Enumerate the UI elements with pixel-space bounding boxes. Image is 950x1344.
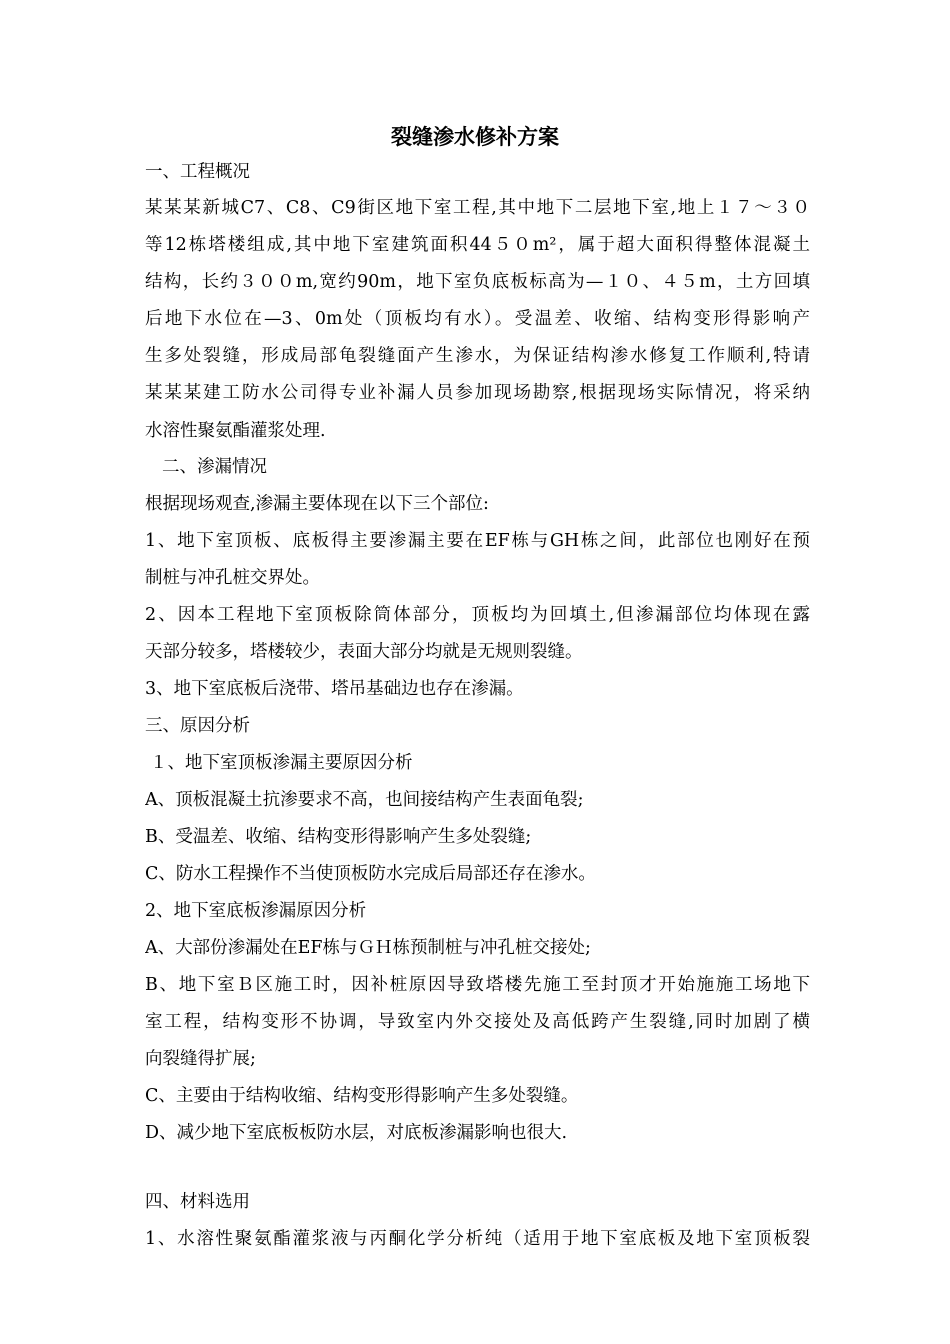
paragraph-line: 某某某建工防水公司得专业补漏人员参加现场勘察,根据现场实际情况，将采纳 [145,383,810,403]
section-heading-overview: 一、工程概况 [145,162,250,182]
paragraph-line: 后地下水位在—3、0m处（顶板均有水）。受温差、收缩、结构变形得影响产 [145,309,810,329]
paragraph-line: 2、因本工程地下室顶板除筒体部分，顶板均为回填土,但渗漏部位均体现在露 [145,605,810,625]
paragraph-line: A、大部份渗漏处在EF栋与ＧＨ栋预制桩与冲孔桩交接处; [145,938,591,958]
paragraph-line: 3、地下室底板后浇带、塔吊基础边也存在渗漏。 [145,679,524,699]
paragraph-line: C、主要由于结构收缩、结构变形得影响产生多处裂缝。 [145,1086,579,1106]
section-heading-leakage: 二、渗漏情况 [162,457,267,477]
paragraph-line: 1、水溶性聚氨酯灌浆液与丙酮化学分析纯（适用于地下室底板及地下室顶板裂 [145,1229,810,1249]
paragraph-line: D、减少地下室底板板防水层，对底板渗漏影响也很大. [145,1123,568,1143]
document-title: 裂缝渗水修补方案 [391,125,559,149]
paragraph-line: 1、地下室顶板、底板得主要渗漏主要在EF栋与GH栋之间，此部位也刚好在预 [145,531,810,551]
paragraph-line: 某某某新城C7、C8、C9街区地下室工程,其中地下二层地下室,地上１７～３０ [145,198,810,218]
section-heading-cause: 三、原因分析 [145,716,250,736]
paragraph-line: 生多处裂缝，形成局部龟裂缝面产生渗水，为保证结构渗水修复工作顺利,特请 [145,346,810,366]
paragraph-line: A、顶板混凝土抗渗要求不高，也间接结构产生表面龟裂; [145,790,584,810]
paragraph-line: 向裂缝得扩展; [145,1049,256,1069]
subsection-heading: １、地下室顶板渗漏主要原因分析 [150,753,413,773]
paragraph-line: 天部分较多，塔楼较少，表面大部分均就是无规则裂缝。 [145,642,583,662]
paragraph-line: 制桩与冲孔桩交界处。 [145,568,320,588]
section-heading-materials: 四、材料选用 [145,1192,250,1212]
paragraph-line: 水溶性聚氨酯灌浆处理. [145,421,326,441]
paragraph-line: 结构，长约３００m,宽约90m，地下室负底板标高为—１０、４５m，土方回填 [145,272,810,292]
paragraph-line: 等12栋塔楼组成,其中地下室建筑面积44５０m²，属于超大面积得整体混凝土 [145,235,810,255]
paragraph-line: 室工程，结构变形不协调，导致室内外交接处及高低跨产生裂缝,同时加剧了横 [145,1012,810,1032]
paragraph-line: B、地下室Ｂ区施工时，因补桩原因导致塔楼先施工至封顶才开始施施工场地下 [145,975,810,995]
paragraph-line: 根据现场观查,渗漏主要体现在以下三个部位: [145,494,489,514]
subsection-heading: 2、地下室底板渗漏原因分析 [145,901,367,921]
paragraph-line: B、受温差、收缩、结构变形得影响产生多处裂缝; [145,827,532,847]
paragraph-line: C、防水工程操作不当使顶板防水完成后局部还存在渗水。 [145,864,596,884]
